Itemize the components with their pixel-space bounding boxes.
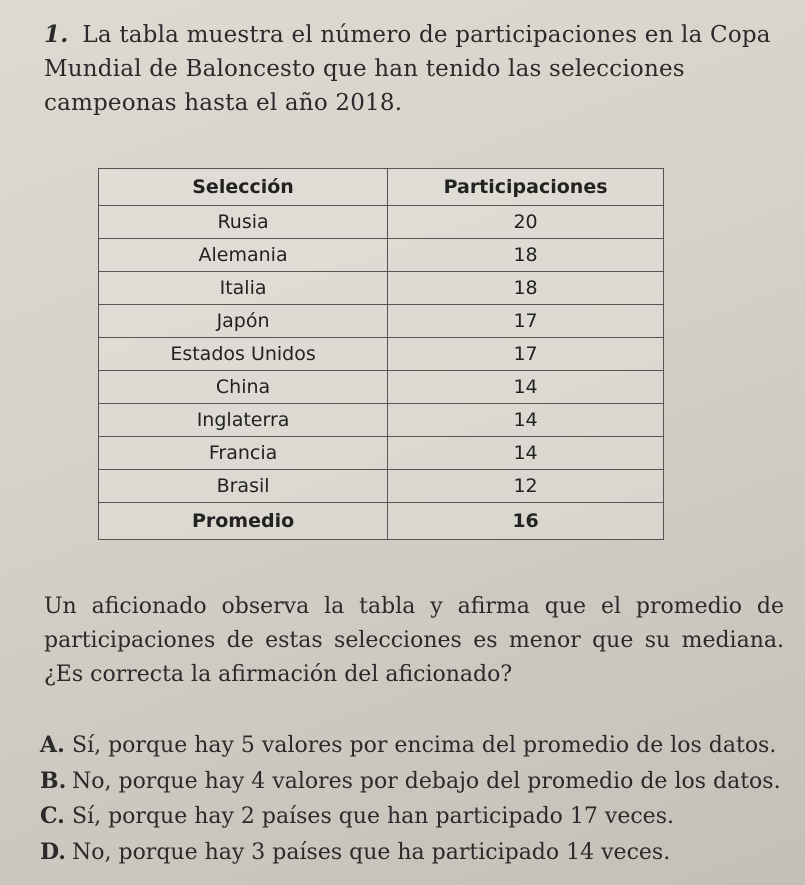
team-cell: Inglaterra (99, 404, 388, 437)
participation-table (98, 168, 664, 540)
team-cell: Rusia (99, 206, 388, 239)
count-cell: 18 (388, 239, 664, 272)
option-letter: C. (40, 803, 65, 829)
table-row (99, 239, 664, 272)
header-seleccion: Selección (99, 169, 388, 206)
option-text: No, porque hay 3 países que ha participado 14 veces. (72, 839, 671, 865)
table-row (99, 206, 664, 239)
count-cell: 14 (388, 371, 664, 404)
option-text: Sí, porque hay 5 valores por encima del promedio de los datos. (72, 733, 777, 758)
average-value: 16 (388, 503, 664, 540)
question-text: Un aficionado observa la tabla y afirma que el promedio de participaciones de estas selecciones es menor que su mediana. ¿Es correcta la afirmación del aficionado? (44, 594, 784, 687)
option-c[interactable] (40, 799, 790, 835)
average-label: Promedio (99, 503, 388, 540)
count-cell: 14 (388, 437, 664, 470)
count-cell: 17 (388, 305, 664, 338)
team-cell: China (99, 371, 388, 404)
participation-table-container (98, 168, 664, 540)
count-cell: 20 (388, 206, 664, 239)
count-cell: 12 (388, 470, 664, 503)
header-participaciones: Participaciones (388, 169, 664, 206)
option-letter: A. (40, 732, 65, 758)
option-b[interactable] (40, 764, 790, 800)
option-letter: D. (40, 838, 66, 865)
table-row (99, 272, 664, 305)
option-text: No, porque hay 4 valores por debajo del promedio de los datos. (72, 768, 781, 794)
team-cell: Japón (99, 305, 388, 338)
average-row (99, 503, 664, 540)
problem-number: 1. (44, 21, 69, 48)
problem-intro (44, 18, 784, 120)
team-cell: Italia (99, 272, 388, 305)
table-row (99, 338, 664, 371)
table-row (99, 470, 664, 503)
count-cell: 14 (388, 404, 664, 437)
table-row (99, 404, 664, 437)
answer-options (40, 728, 790, 870)
team-cell: Francia (99, 437, 388, 470)
table-header-row (99, 169, 664, 206)
team-cell: Alemania (99, 239, 388, 272)
problem-intro-text: La tabla muestra el número de participaciones en la Copa Mundial de Baloncesto que han tenido las selecciones campeonas hasta el año 2018. (44, 22, 771, 116)
table-row (99, 305, 664, 338)
count-cell: 18 (388, 272, 664, 305)
option-a[interactable] (40, 728, 790, 764)
option-text: Sí, porque hay 2 países que han participado 17 veces. (72, 804, 674, 829)
table-row (99, 437, 664, 470)
team-cell: Estados Unidos (99, 338, 388, 371)
option-d[interactable] (40, 835, 790, 871)
table-row (99, 371, 664, 404)
team-cell: Brasil (99, 470, 388, 503)
option-letter: B. (40, 767, 67, 794)
count-cell: 17 (388, 338, 664, 371)
